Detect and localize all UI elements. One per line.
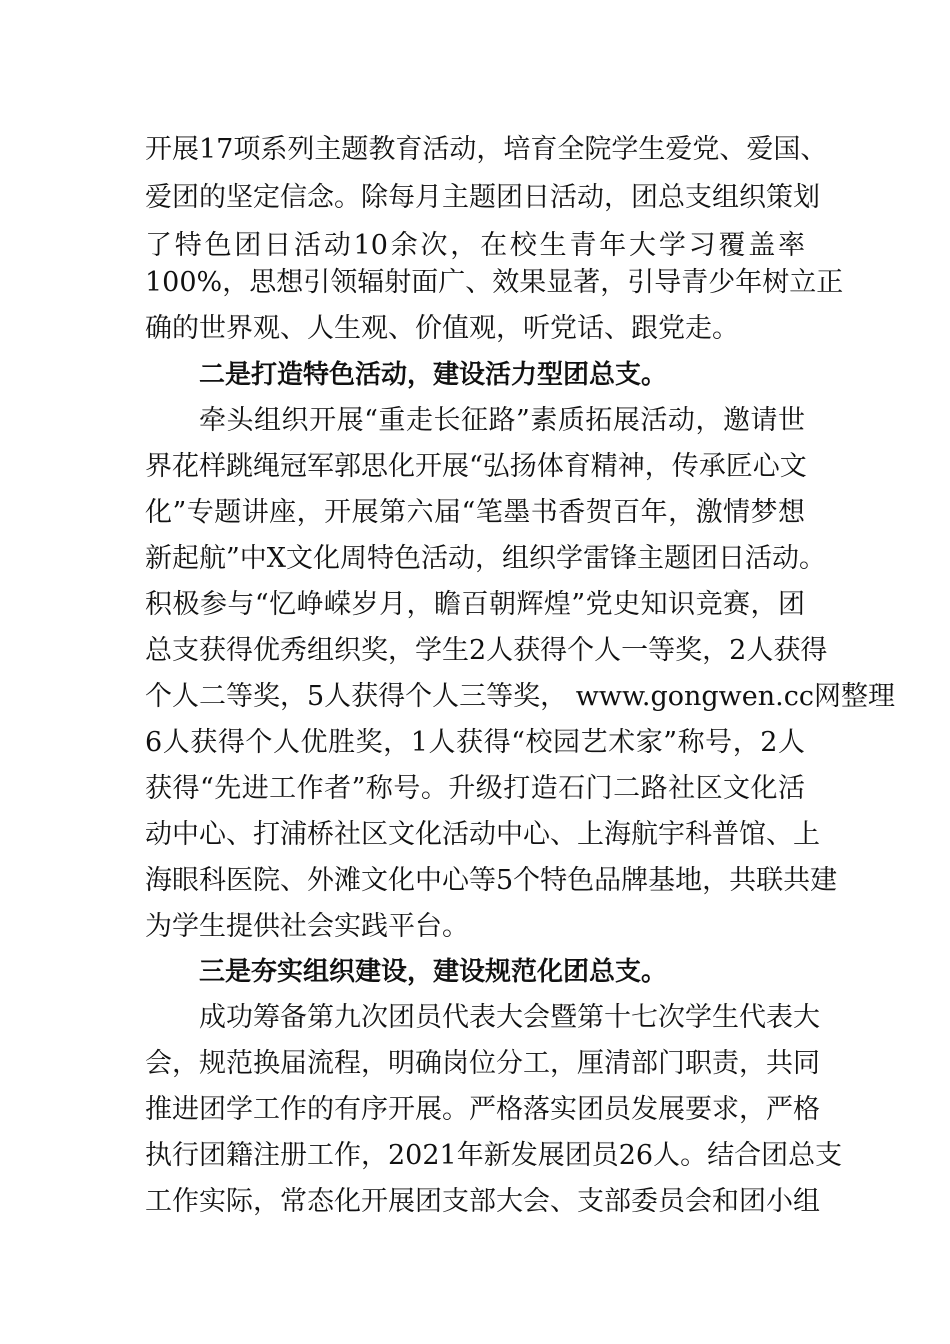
paragraph-line: 成功筹备第九次团员代表大会暨第十七次学生代表大 [199,1002,820,1033]
paragraph-line: 工作实际，常态化开展团支部大会、支部委员会和团小组 [145,1186,820,1217]
paragraph-line: 爱团的坚定信念。除每月主题团日活动，团总支组织策划 [145,182,820,213]
paragraph-line: 推进团学工作的有序开展。严格落实团员发展要求，严格 [145,1094,820,1125]
paragraph-line: 积极参与“忆峥嵘岁月，瞻百朝辉煌”党史知识竞赛，团 [145,589,805,620]
paragraph-line: 确的世界观、人生观、价值观，听党话、跟党走。 [145,313,739,344]
paragraph-line: 开展17项系列主题教育活动，培育全院学生爱党、爱国、 [145,134,828,165]
section-heading: 三是夯实组织建设，建设规范化团总支。 [199,957,668,987]
paragraph-line: 动中心、打浦桥社区文化活动中心、上海航宇科普馆、上 [145,819,820,850]
paragraph-line: 总支获得优秀组织奖，学生2人获得个人一等奖，2人获得 [145,635,828,666]
paragraph-line: 了特色团日活动10余次，在校生青年大学习覆盖率 [145,230,805,261]
paragraph-line: 新起航”中X文化周特色活动，组织学雷锋主题团日活动。 [145,543,827,574]
paragraph-line: 牵头组织开展“重走长征路”素质拓展活动，邀请世 [199,405,805,436]
paragraph-line: 获得“先进工作者”称号。升级打造石门二路社区文化活 [145,773,805,804]
paragraph-line: 海眼科医院、外滩文化中心等5个特色品牌基地，共联共建 [145,865,838,896]
paragraph-line: 执行团籍注册工作，2021年新发展团员26人。结合团总支 [145,1140,843,1171]
paragraph-line: 个人二等奖，5人获得个人三等奖， www.gongwen.cc网整理 [145,681,895,712]
paragraph-line: 化”专题讲座，开展第六届“笔墨书香贺百年，激情梦想 [145,497,805,528]
paragraph-line: 界花样跳绳冠军郭思化开展“弘扬体育精神，传承匠心文 [145,451,807,482]
section-heading: 二是打造特色活动，建设活力型团总支。 [199,360,668,390]
paragraph-line: 6人获得个人优胜奖，1人获得“校园艺术家”称号，2人 [145,727,805,758]
paragraph-line: 100%，思想引领辐射面广、效果显著，引导青少年树立正 [145,267,844,298]
paragraph-line: 为学生提供社会实践平台。 [145,911,469,942]
paragraph-line: 会，规范换届流程，明确岗位分工，厘清部门职责，共同 [145,1048,820,1079]
